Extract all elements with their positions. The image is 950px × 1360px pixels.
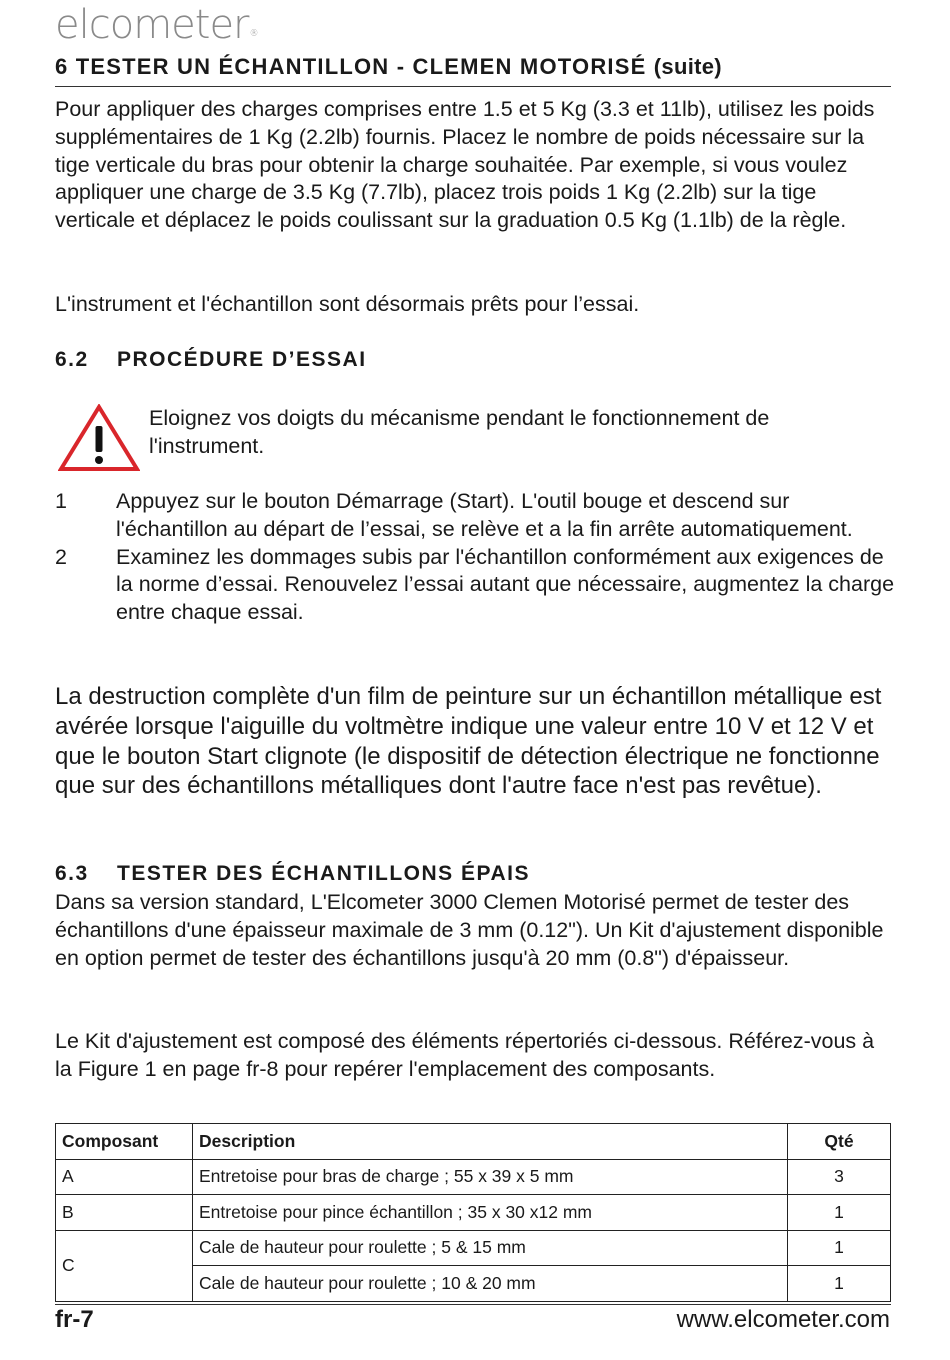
- website-link[interactable]: www.elcometer.com: [676, 1306, 890, 1333]
- procedure-step: 1 Appuyez sur le bouton Démarrage (Start). L'outil bouge et descend sur l'échantillon au départ de l’essai, se relève et a la fin arrête automatiquement.: [55, 489, 853, 541]
- section-6-2-heading: 6.2 PROCÉDURE D’ESSAI: [55, 348, 367, 371]
- cell-quantity: 3: [788, 1159, 891, 1195]
- cell-quantity: 1: [788, 1230, 891, 1266]
- column-header-description: Description: [193, 1124, 788, 1160]
- page-number: fr-7: [55, 1306, 94, 1333]
- chapter-title: 6 TESTER UN ÉCHANTILLON - CLEMEN MOTORISÉ (suite): [55, 54, 891, 87]
- section-6-3-heading: 6.3 TESTER DES ÉCHANTILLONS ÉPAIS: [55, 862, 530, 885]
- intro-paragraph-1: Pour appliquer des charges comprises entre 1.5 et 5 Kg (3.3 et 11lb), utilisez les poids supplémentaires de 1 Kg (2.2lb) fournis. Placez le nombre de poids nécessaire sur la tige verticale du bras pour obtenir la charge souhaitée. Par exemple, si vous voulez appliquer une charge de 3.5 Kg (7.7lb), placez trois poids 1 Kg (2.2lb) sur la tige verticale et déplacez le poids coulissant sur la graduation 0.5 Kg (1.1lb) de la règle.: [55, 97, 875, 233]
- column-header-composant: Composant: [56, 1124, 193, 1160]
- column-header-qte: Qté: [788, 1124, 891, 1160]
- thick-samples-paragraph-1: Dans sa version standard, L'Elcometer 3000 Clemen Motorisé permet de tester des échantillons d'une épaisseur maximale de 3 mm (0.12"). Un Kit d'ajustement disponible en option permet de tester des échantillons jusqu'à 20 mm (0.8") d'épaisseur.: [55, 890, 884, 970]
- elcometer-logo: elcometer®: [55, 2, 258, 48]
- intro-paragraph-2: L'instrument et l'échantillon sont désormais prêts pour l’essai.: [55, 292, 640, 316]
- cell-description: Cale de hauteur pour roulette ; 10 & 20 mm: [193, 1266, 788, 1302]
- cell-description: Entretoise pour bras de charge ; 55 x 39 x 5 mm: [193, 1159, 788, 1195]
- footer-divider: [55, 1304, 891, 1305]
- cell-quantity: 1: [788, 1266, 891, 1302]
- safety-warning-text: Eloignez vos doigts du mécanisme pendant le fonctionnement de l'instrument.: [149, 406, 770, 458]
- warning-triangle-icon: [58, 404, 140, 472]
- table-row: [56, 1159, 891, 1195]
- cell-component: A: [56, 1159, 193, 1195]
- adjustment-kit-table: [55, 1123, 891, 1302]
- procedure-steps: [55, 488, 895, 627]
- cell-description: Entretoise pour pince échantillon ; 35 x 30 x12 mm: [193, 1195, 788, 1231]
- procedure-step: 2 Examinez les dommages subis par l'échantillon conformément aux exigences de la norme d’essai. Renouvelez l’essai autant que nécessaire, augmentez la charge entre chaque essai.: [55, 544, 895, 625]
- cell-component: C: [56, 1230, 193, 1301]
- thick-samples-paragraph-2: Le Kit d'ajustement est composé des éléments répertoriés ci-dessous. Référez-vous à la Figure 1 en page fr-8 pour repérer l'emplacement des composants.: [55, 1029, 875, 1081]
- table-row: [56, 1230, 891, 1266]
- destruction-note: La destruction complète d'un film de peinture sur un échantillon métallique est avérée lorsque l'aiguille du voltmètre indique une valeur entre 10 V et 12 V et que le bouton Start clignote (le dispositif de détection électrique ne fonctionne que sur des échantillons métalliques dont l'autre face n'est pas revêtue).: [55, 683, 882, 800]
- table-header-row: [56, 1124, 891, 1160]
- table-row: [56, 1195, 891, 1231]
- cell-component: B: [56, 1195, 193, 1231]
- cell-quantity: 1: [788, 1195, 891, 1231]
- cell-description: Cale de hauteur pour roulette ; 5 & 15 mm: [193, 1230, 788, 1266]
